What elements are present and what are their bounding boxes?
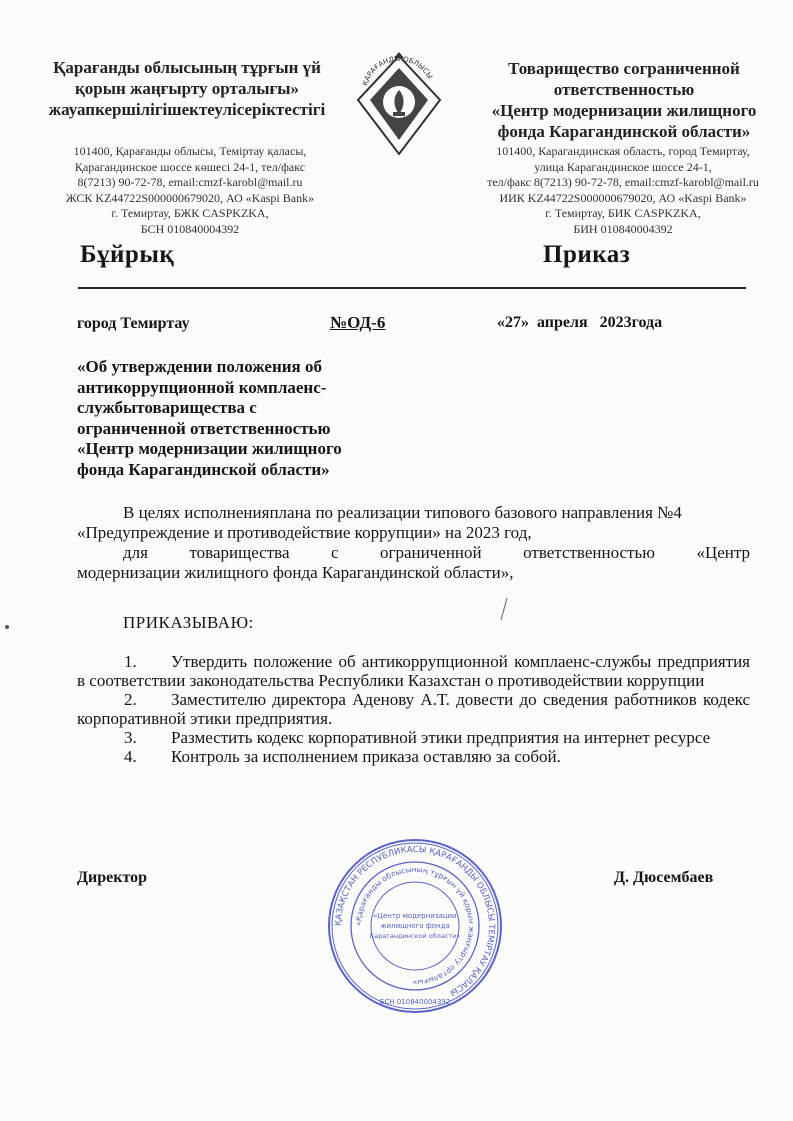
seal-outer-text: ҚАЗАҚСТАН РЕСПУБЛИКАСЫ ҚАРАҒАНДЫ ОБЛЫСЫ ТЕМІРТАУ ҚАЛАСЫ: [333, 844, 497, 998]
pen-mark: [493, 596, 513, 626]
order-subject: [77, 357, 397, 480]
item-text: Разместить кодекс корпоративной этики предприятия на интернет ресурсе: [171, 728, 711, 747]
order-date: «27» апреля 2023года: [497, 314, 663, 331]
seal-center-line: «Центр модернизации: [373, 912, 457, 920]
preamble: [77, 503, 750, 583]
ru-address-line: г. Темиртау, БИК CASPKZKA,: [545, 206, 701, 220]
preamble-line: «Предупреждение и противодействие коррупции» на 2023 год,: [77, 523, 532, 542]
item-text: Заместителю директора Аденову А.Т. довести до сведения работников кодекс корпоративной этики предприятия.: [77, 690, 750, 728]
kz-address-line: г. Темиртау, БЖК CASPKZKA,: [111, 206, 269, 220]
seal-bin: БСН 010840004392: [379, 998, 451, 1006]
subject-line: ограниченной ответственностью: [77, 418, 331, 438]
subject-line: «Центр модернизации жилищного: [77, 439, 342, 458]
order-items: [77, 652, 750, 766]
kz-address-line: 101400, Қарағанды облысы, Теміртау қаласы,: [73, 144, 307, 158]
list-item: [77, 690, 750, 728]
kz-org-line: жауапкершілігішектеулісеріктестігі: [48, 100, 326, 119]
doc-type-kz: Бұйрық: [80, 241, 175, 268]
kz-org-line: Қарағанды облысының тұрғын үй: [53, 58, 321, 77]
seal-center-line: Карагандинской области»: [369, 932, 461, 940]
ru-address-line: тел/факс 8(7213) 90-72-78, email:cmzf-karobl@mail.ru: [487, 175, 759, 189]
seal-inner-text: «Қарағанды облысының тұрғын үй қорын жаңғырту орталығы»: [353, 864, 477, 988]
item-number: 2.: [124, 690, 137, 709]
seal-center-line: жилищного фонда: [380, 922, 450, 930]
kz-address: [45, 144, 335, 237]
list-item: [77, 747, 750, 766]
item-number: 3.: [124, 728, 137, 747]
list-item: [77, 728, 750, 747]
ru-org-line: «Центр модернизации жилищного: [491, 101, 757, 120]
ru-address-line: улица Карагандинское шоссе 24-1,: [534, 159, 712, 174]
item-text: Утвердить положение об антикоррупционной комплаенс-службы предприятия в соответствии законодательства Республики Казахстан о противодействии коррупции: [77, 652, 750, 690]
signer-position: Директор: [77, 869, 147, 886]
region-emblem-logo: [352, 50, 446, 160]
signer-name: Д. Дюсембаев: [614, 869, 714, 886]
preamble-line: для товарищества с ограниченной ответственностью «Центр: [123, 543, 750, 562]
doc-type-ru: Приказ: [543, 241, 631, 268]
kz-address-line: 8(7213) 90-72-78, email:cmzf-karobl@mail.ru: [77, 175, 303, 189]
scan-dot: [5, 625, 9, 629]
ru-org-line: фонда Карагандинской области»: [497, 122, 751, 141]
preamble-line: В целях исполненияплана по реализации типового базового направления №4: [123, 503, 682, 522]
order-city: город Темиртау: [77, 315, 190, 332]
emblem-text: ҚАРАҒАНДЫ ОБЛЫСЫ: [361, 54, 434, 87]
kz-org-title: [22, 57, 352, 120]
ru-address-line: 101400, Карагандинская область, город Темиртау,: [496, 144, 750, 158]
kz-address-line: Қарагандинское шоссе көшесі 24-1, тел/факс: [74, 159, 306, 174]
item-text: Контроль за исполнением приказа оставляю за собой.: [171, 747, 561, 766]
header-divider: [78, 287, 746, 289]
ru-address-line: БИН 010840004392: [573, 221, 673, 236]
ru-org-title: [468, 58, 780, 142]
ru-org-line: Товарищество сограниченной: [508, 59, 740, 78]
subject-line: антикоррупционной комплаенс-: [77, 377, 327, 397]
ru-address: [462, 144, 784, 237]
preamble-line: модернизации жилищного фонда Карагандинской области»,: [77, 563, 514, 582]
item-number: 1.: [124, 652, 137, 671]
subject-line: фонда Карагандинской области»: [77, 459, 330, 479]
item-number: 4.: [124, 747, 137, 766]
kz-address-line: ЖСК KZ44722S000000679020, АО «Kaspi Bank»: [65, 190, 315, 205]
order-number: №ОД-6: [330, 313, 386, 332]
company-seal-stamp: [325, 836, 505, 1016]
subject-line: «Об утверждении положения об: [77, 357, 322, 376]
ru-address-line: ИИК KZ44722S000000679020, АО «Kaspi Bank»: [499, 190, 747, 205]
list-item: [77, 652, 750, 690]
order-word: ПРИКАЗЫВАЮ:: [123, 613, 254, 632]
kz-address-line: БСН 010840004392: [140, 221, 240, 236]
ru-org-line: ответственностью: [553, 80, 695, 99]
kz-org-line: қорын жаңғырту орталығы»: [74, 79, 300, 98]
subject-line: службытоварищества с: [77, 398, 257, 417]
